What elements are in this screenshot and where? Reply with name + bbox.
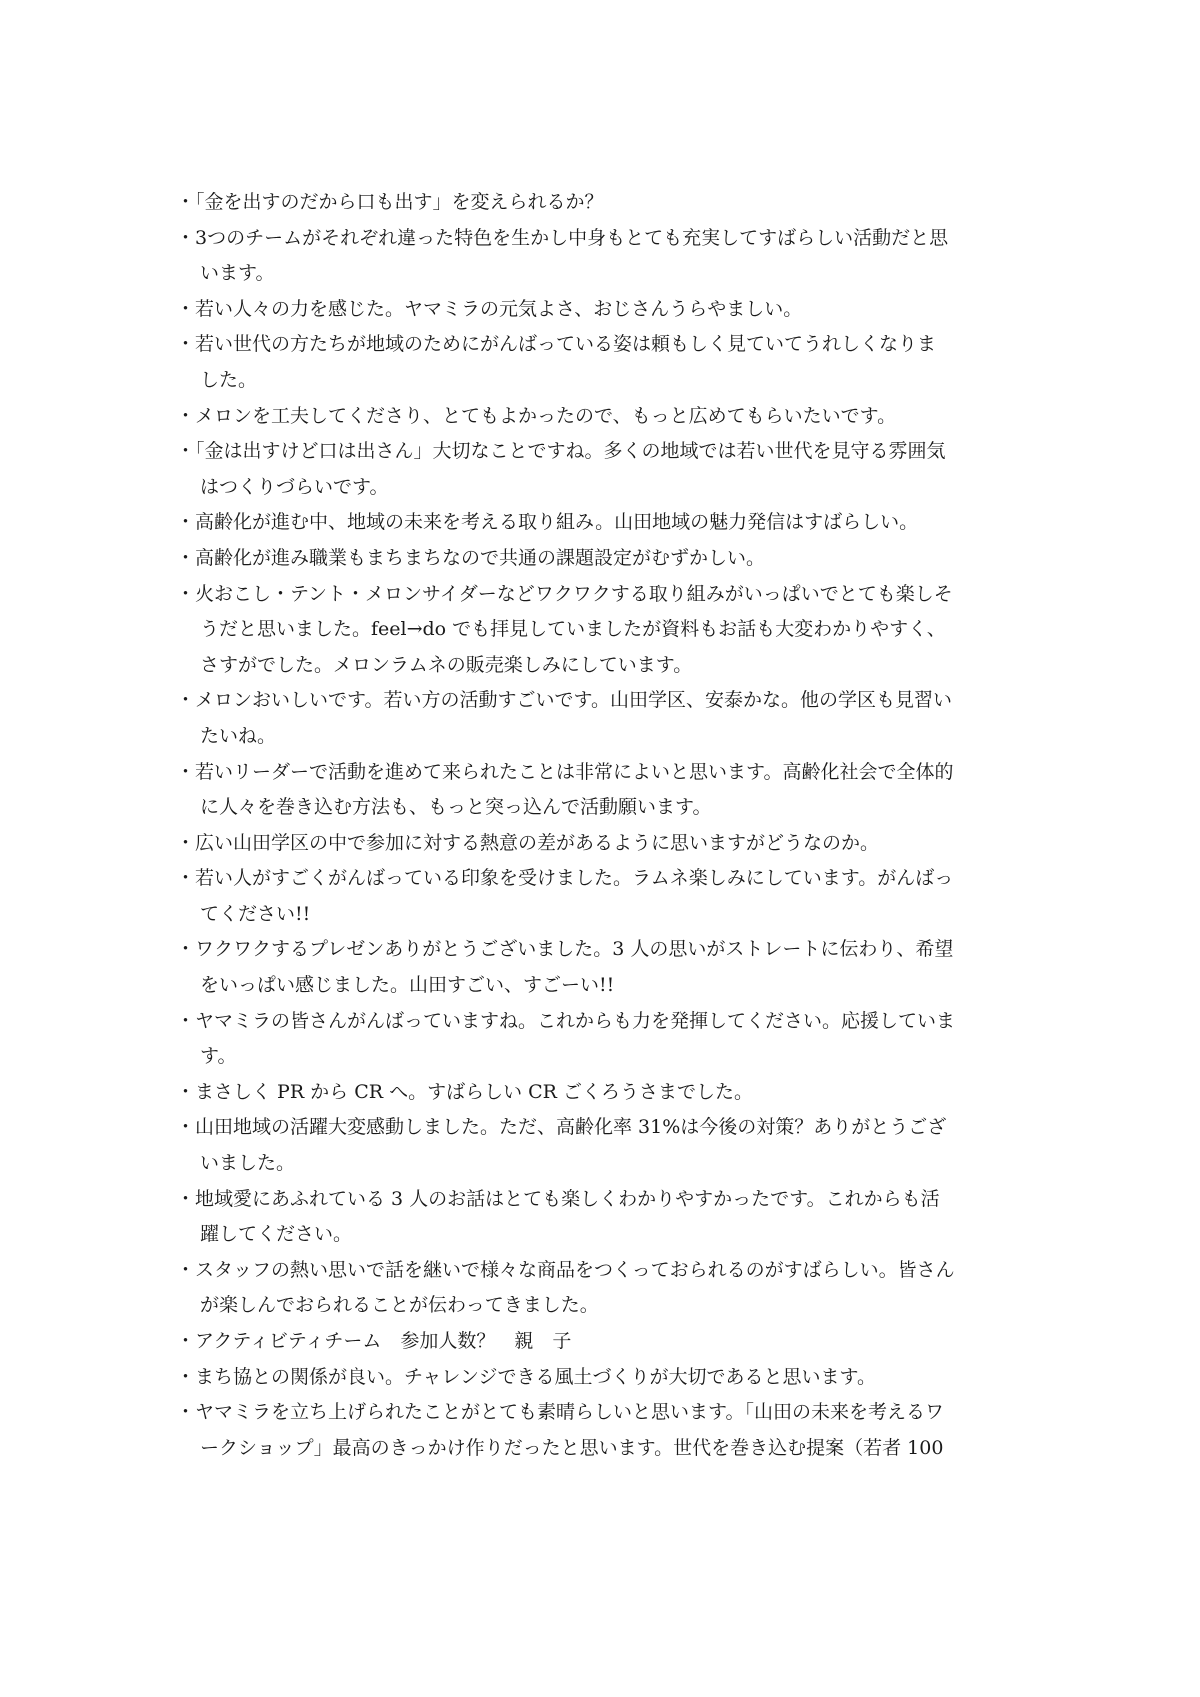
comment-text-line: ・メロンを工夫してくださり、とてもよかったので、もっと広めてもらいたいです。	[176, 404, 897, 427]
comment-continuation-line: います。	[200, 262, 275, 285]
comment-continuation-line: に人々を巻き込む方法も、もっと突っ込んで活動願います。	[200, 796, 712, 819]
comment-continuation-line: てください!!	[200, 902, 311, 925]
comment-continuation-line: たいね。	[200, 724, 277, 747]
comment-text-line: ・ヤマミラを立ち上げられたことがとても素晴らしいと思います。「山田の未来を考えるワ	[176, 1401, 944, 1424]
comment-text-line: ・火おこし・テント・メロンサイダーなどワクワクする取り組みがいっぱいでとても楽しそ	[176, 582, 953, 605]
comment-text-line: ・スタッフの熱い思いで話を継いで様々な商品をつくっておられるのがすばらしい。皆さん	[176, 1258, 955, 1281]
comment-continuation-line: した。	[200, 368, 258, 391]
comment-text-line: ・アクティビティチーム 参加人数？ 親 子	[176, 1330, 572, 1352]
comment-continuation-line: はつくりづらいです。	[200, 475, 389, 498]
comment-item	[176, 541, 1036, 577]
comment-item	[176, 932, 1036, 1003]
comment-text-line: ・まさしく PR から CR へ。すばらしい CR ごくろうさまでした。	[176, 1080, 754, 1103]
comment-item	[176, 434, 1036, 505]
comment-text-line: ・「金は出すけど口は出さん」大切なことですね。多くの地域では若い世代を見守る雰囲気	[176, 440, 946, 463]
comment-text-line: ・高齢化が進み職業もまちまちなので共通の課題設定がむずかしい。	[176, 546, 766, 569]
comment-item	[176, 1004, 1036, 1075]
comment-item	[176, 1395, 1036, 1466]
comment-item	[176, 221, 1036, 292]
comment-item	[176, 755, 1036, 826]
comment-item	[176, 1110, 1036, 1181]
comment-text-line: ・広い山田学区の中で参加に対する熱意の差があるように思いますがどうなのか。	[176, 831, 880, 854]
comment-continuation-line: うだと思いました。feel→do でも拝見していましたが資料もお話も大変わかりやすく、	[200, 618, 946, 641]
comment-item	[176, 577, 1036, 684]
comment-text-line: ・ヤマミラの皆さんがんばっていますね。これからも力を発揮してください。応援していま	[176, 1009, 956, 1032]
comment-item	[176, 861, 1036, 932]
comment-text-line: ・若い世代の方たちが地域のためにがんばっている姿は頼もしく見ていてうれしくなりま	[176, 333, 937, 356]
comment-item	[176, 292, 1036, 328]
comment-item	[176, 185, 1036, 221]
comment-item	[176, 1253, 1036, 1324]
comment-list	[176, 185, 1036, 1466]
comment-item	[176, 826, 1036, 862]
comment-continuation-line: さすがでした。メロンラムネの販売楽しみにしています。	[200, 653, 693, 676]
comment-item	[176, 327, 1036, 398]
comment-text-line: ・地域愛にあふれている 3 人のお話はとても楽しくわかりやすかったです。これからも活	[176, 1187, 940, 1210]
comment-continuation-line: ークショップ」最高のきっかけ作りだったと思います。世代を巻き込む提案（若者 100	[200, 1436, 944, 1459]
comment-text-line: ・若いリーダーで活動を進めて来られたことは非常によいと思います。高齢化社会で全体的	[176, 760, 954, 783]
comment-text-line: ・まち協との関係が良い。チャレンジできる風土づくりが大切であると思います。	[176, 1365, 876, 1388]
comment-item	[176, 1360, 1036, 1396]
comment-item	[176, 1182, 1036, 1253]
comment-text-line: ・「金を出すのだから口も出す」を変えられるか？	[176, 191, 604, 213]
comment-item	[176, 505, 1036, 541]
comment-text-line: ・ワクワクするプレゼンありがとうございました。3 人の思いがストレートに伝わり、希望	[176, 938, 954, 961]
comment-item	[176, 683, 1036, 754]
comment-continuation-line: いました。	[200, 1152, 296, 1175]
comment-text-line: ・若い人々の力を感じた。ヤマミラの元気よさ、おじさんうらやましい。	[176, 297, 803, 320]
comment-continuation-line: が楽しんでおられることが伝わってきました。	[200, 1294, 599, 1317]
comment-text-line: ・メロンおいしいです。若い方の活動すごいです。山田学区、安泰かな。他の学区も見習い	[176, 689, 952, 712]
comment-continuation-line: す。	[200, 1045, 237, 1068]
comment-text-line: ・3つのチームがそれぞれ違った特色を生かし中身もとても充実してすばらしい活動だと思	[176, 226, 949, 249]
comment-item	[176, 1324, 1036, 1360]
comment-continuation-line: をいっぱい感じました。山田すごい、すごーい!!	[200, 974, 615, 997]
comment-continuation-line: 躍してください。	[200, 1223, 353, 1246]
comment-text-line: ・高齢化が進む中、地域の未来を考える取り組み。山田地域の魅力発信はすばらしい。	[176, 511, 919, 534]
comment-text-line: ・山田地域の活躍大変感動しました。ただ、高齢化率 31%は今後の対策？ありがとうござ	[176, 1116, 947, 1139]
comment-item	[176, 399, 1036, 435]
comment-text-line: ・若い人がすごくがんばっている印象を受けました。ラムネ楽しみにしています。がんばっ	[176, 867, 954, 890]
comment-item	[176, 1075, 1036, 1111]
